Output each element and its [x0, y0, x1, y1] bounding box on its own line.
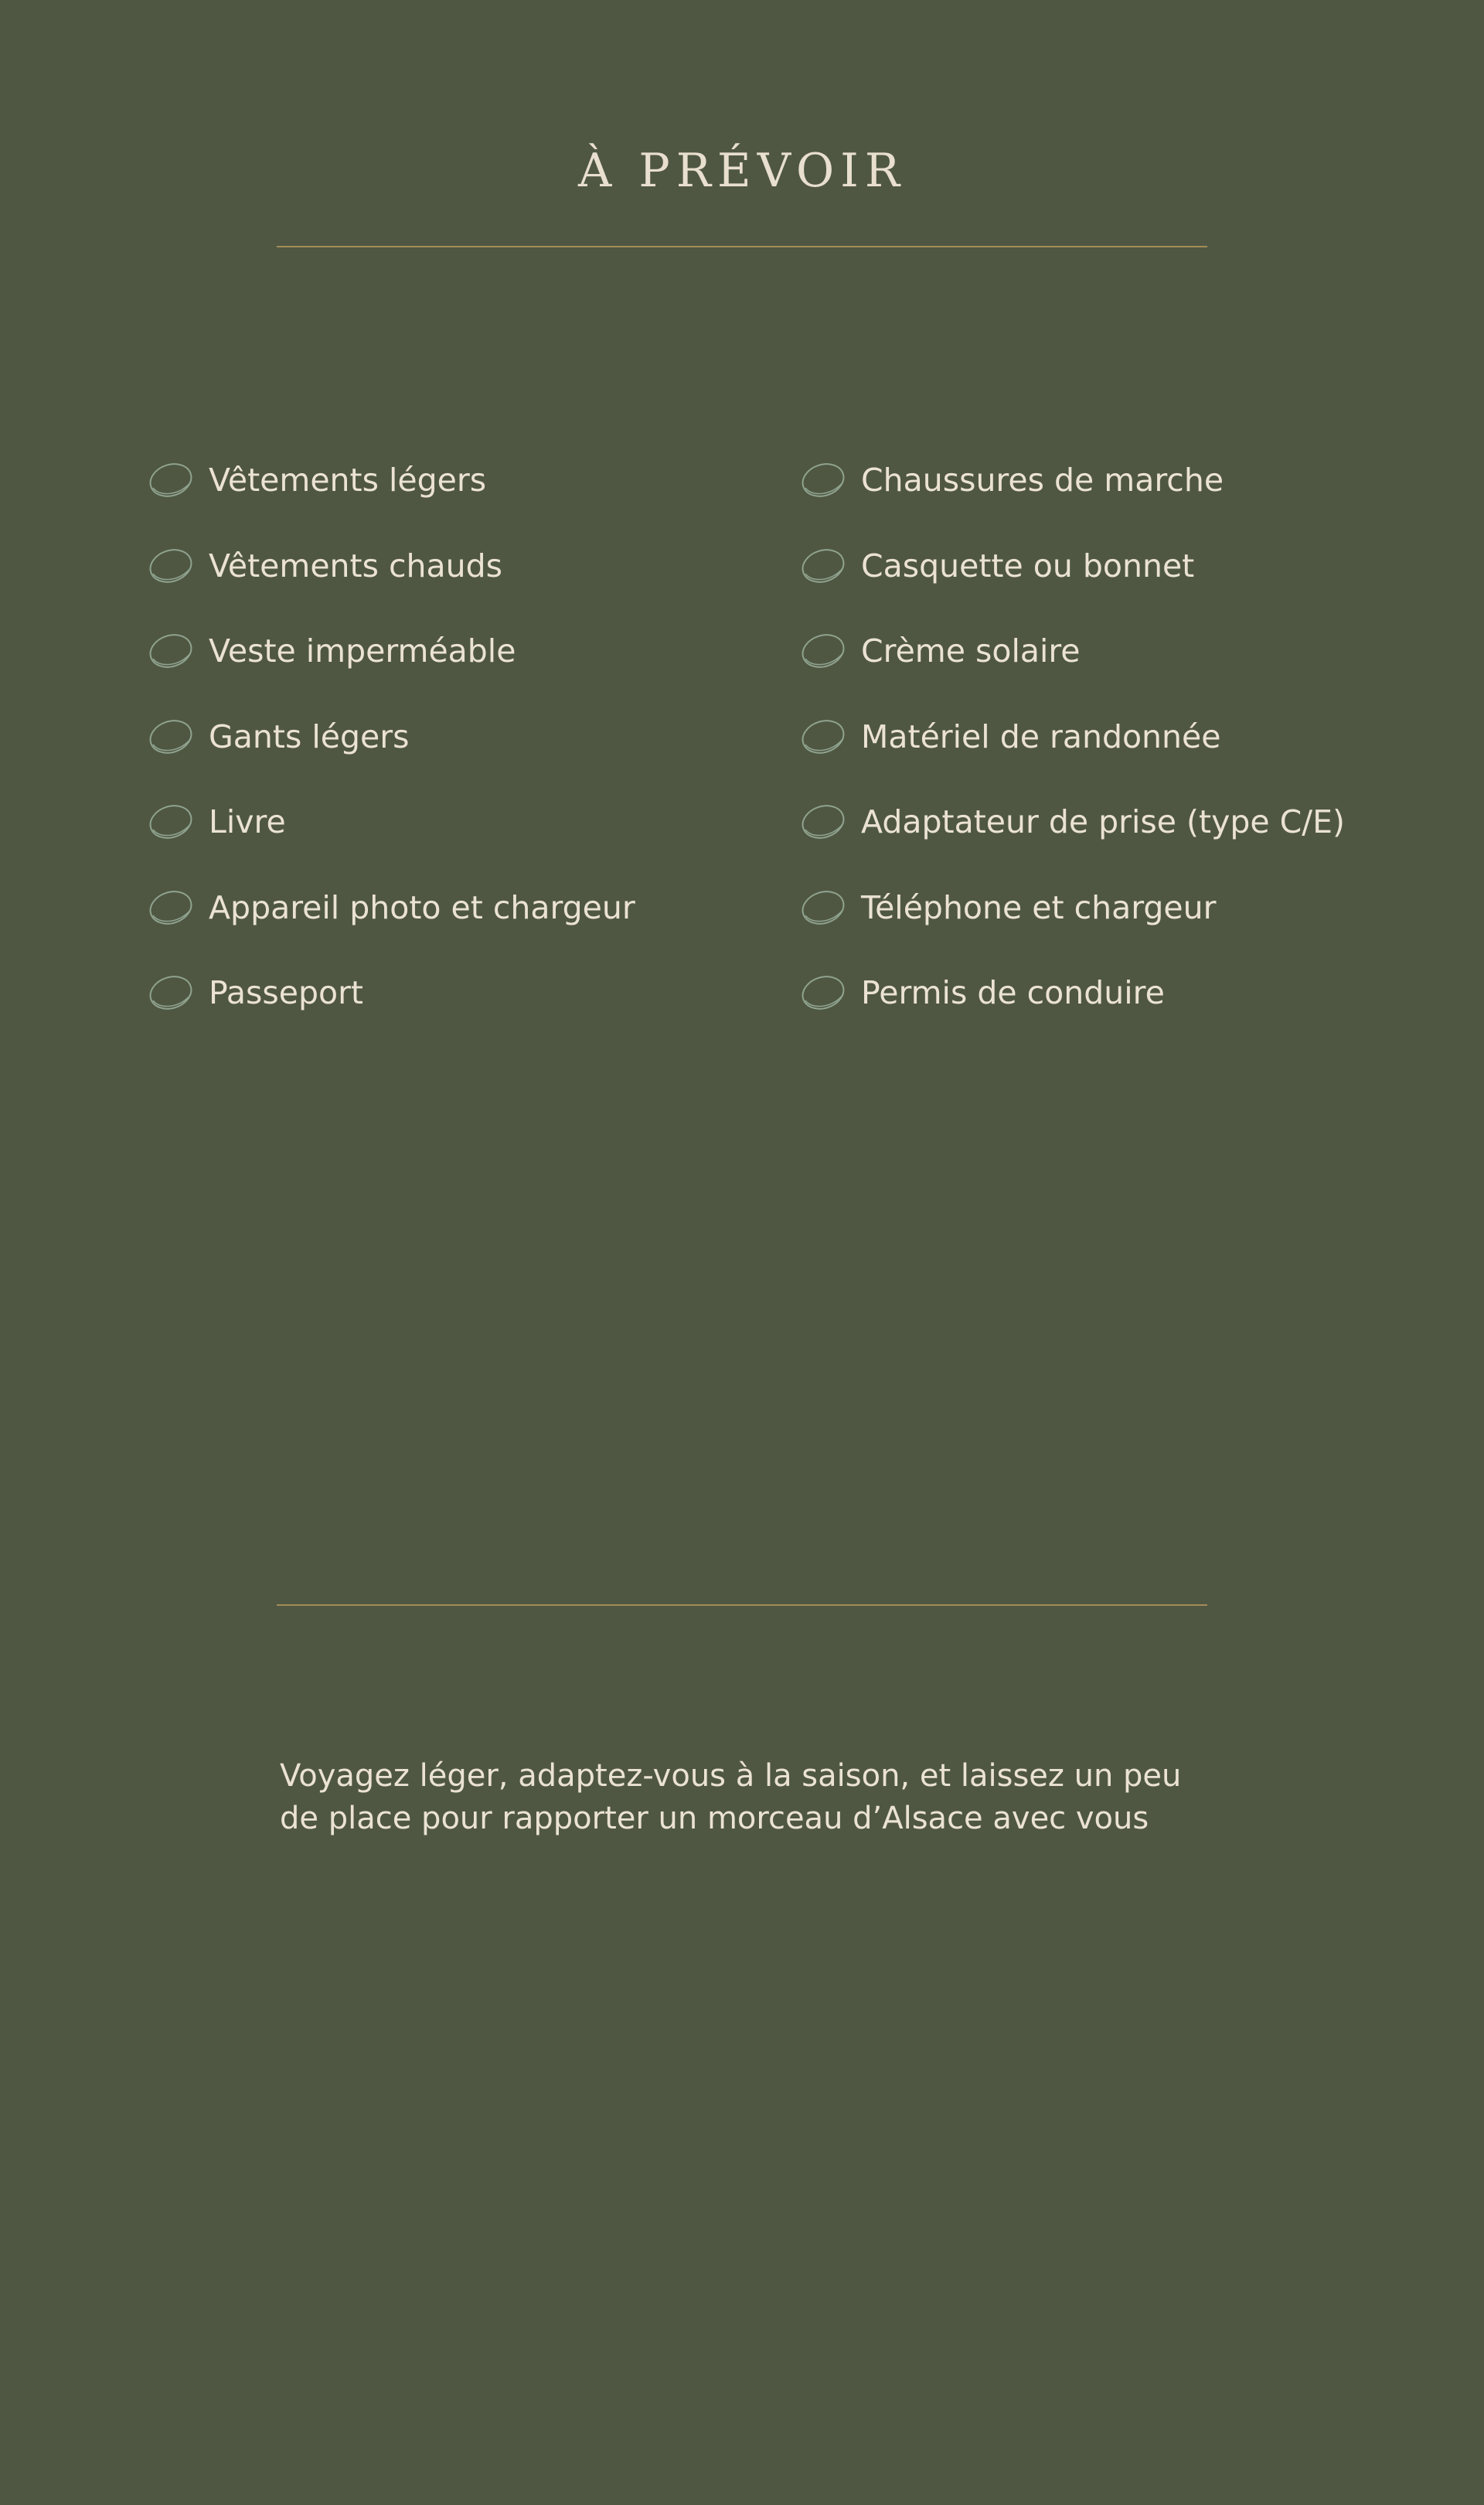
checklist-item-label: Livre: [209, 803, 286, 841]
checklist-item[interactable]: [799, 779, 1345, 865]
checklist-item-label: Vêtements chauds: [209, 547, 503, 584]
checkbox-circle-icon[interactable]: [147, 460, 195, 500]
checkbox-circle-icon[interactable]: [799, 460, 847, 500]
checkbox-circle-icon[interactable]: [147, 631, 195, 671]
checkbox-circle-icon[interactable]: [799, 973, 847, 1013]
checklist-item-label: Téléphone et chargeur: [861, 888, 1217, 926]
checklist-item[interactable]: [147, 950, 635, 1036]
checklist-item-label: Casquette ou bonnet: [861, 547, 1195, 584]
checklist-item-label: Appareil photo et chargeur: [209, 888, 635, 926]
checkbox-circle-icon[interactable]: [799, 631, 847, 671]
checklist-item[interactable]: [799, 694, 1345, 780]
checklist-right-column: [799, 438, 1345, 1036]
bottom-divider: [277, 1604, 1207, 1606]
checklist-item-label: Matériel de randonnée: [861, 717, 1221, 755]
checkbox-circle-icon[interactable]: [799, 717, 847, 757]
checkbox-circle-icon[interactable]: [799, 888, 847, 928]
checklist-item[interactable]: [799, 865, 1345, 951]
checklist-item[interactable]: [799, 608, 1345, 694]
checkbox-circle-icon[interactable]: [147, 802, 195, 842]
checklist-item[interactable]: [799, 438, 1345, 523]
checklist-item-label: Veste imperméable: [209, 632, 516, 670]
top-divider: [277, 246, 1207, 247]
checklist-item[interactable]: [147, 779, 635, 865]
checklist-item[interactable]: [147, 608, 635, 694]
checklist-item-label: Gants légers: [209, 717, 410, 755]
checklist-item-label: Vêtements légers: [209, 462, 487, 499]
travel-note: Voyagez léger, adaptez-vous à la saison, et laissez un peu de place pour rapporter un morceau d’Alsace avec vous: [280, 1758, 1182, 1836]
page-title: À PRÉVOIR: [577, 144, 907, 198]
checklist-item-label: Adaptateur de prise (type C/E): [861, 803, 1346, 841]
checklist-item[interactable]: [147, 694, 635, 780]
checklist-item[interactable]: [147, 438, 635, 523]
checklist-item[interactable]: [799, 950, 1345, 1036]
checkbox-circle-icon[interactable]: [147, 717, 195, 757]
checklist-item[interactable]: [147, 865, 635, 951]
checklist-left-column: [147, 438, 635, 1036]
checkbox-circle-icon[interactable]: [147, 546, 195, 586]
checklist-item-label: Passeport: [209, 974, 363, 1012]
checklist-item[interactable]: [147, 523, 635, 609]
checkbox-circle-icon[interactable]: [147, 888, 195, 928]
checklist-item-label: Crème solaire: [861, 632, 1081, 670]
checkbox-circle-icon[interactable]: [799, 802, 847, 842]
checklist-item[interactable]: [799, 523, 1345, 609]
checklist-item-label: Chaussures de marche: [861, 462, 1224, 499]
checkbox-circle-icon[interactable]: [799, 546, 847, 586]
checkbox-circle-icon[interactable]: [147, 973, 195, 1013]
checklist-item-label: Permis de conduire: [861, 974, 1165, 1012]
